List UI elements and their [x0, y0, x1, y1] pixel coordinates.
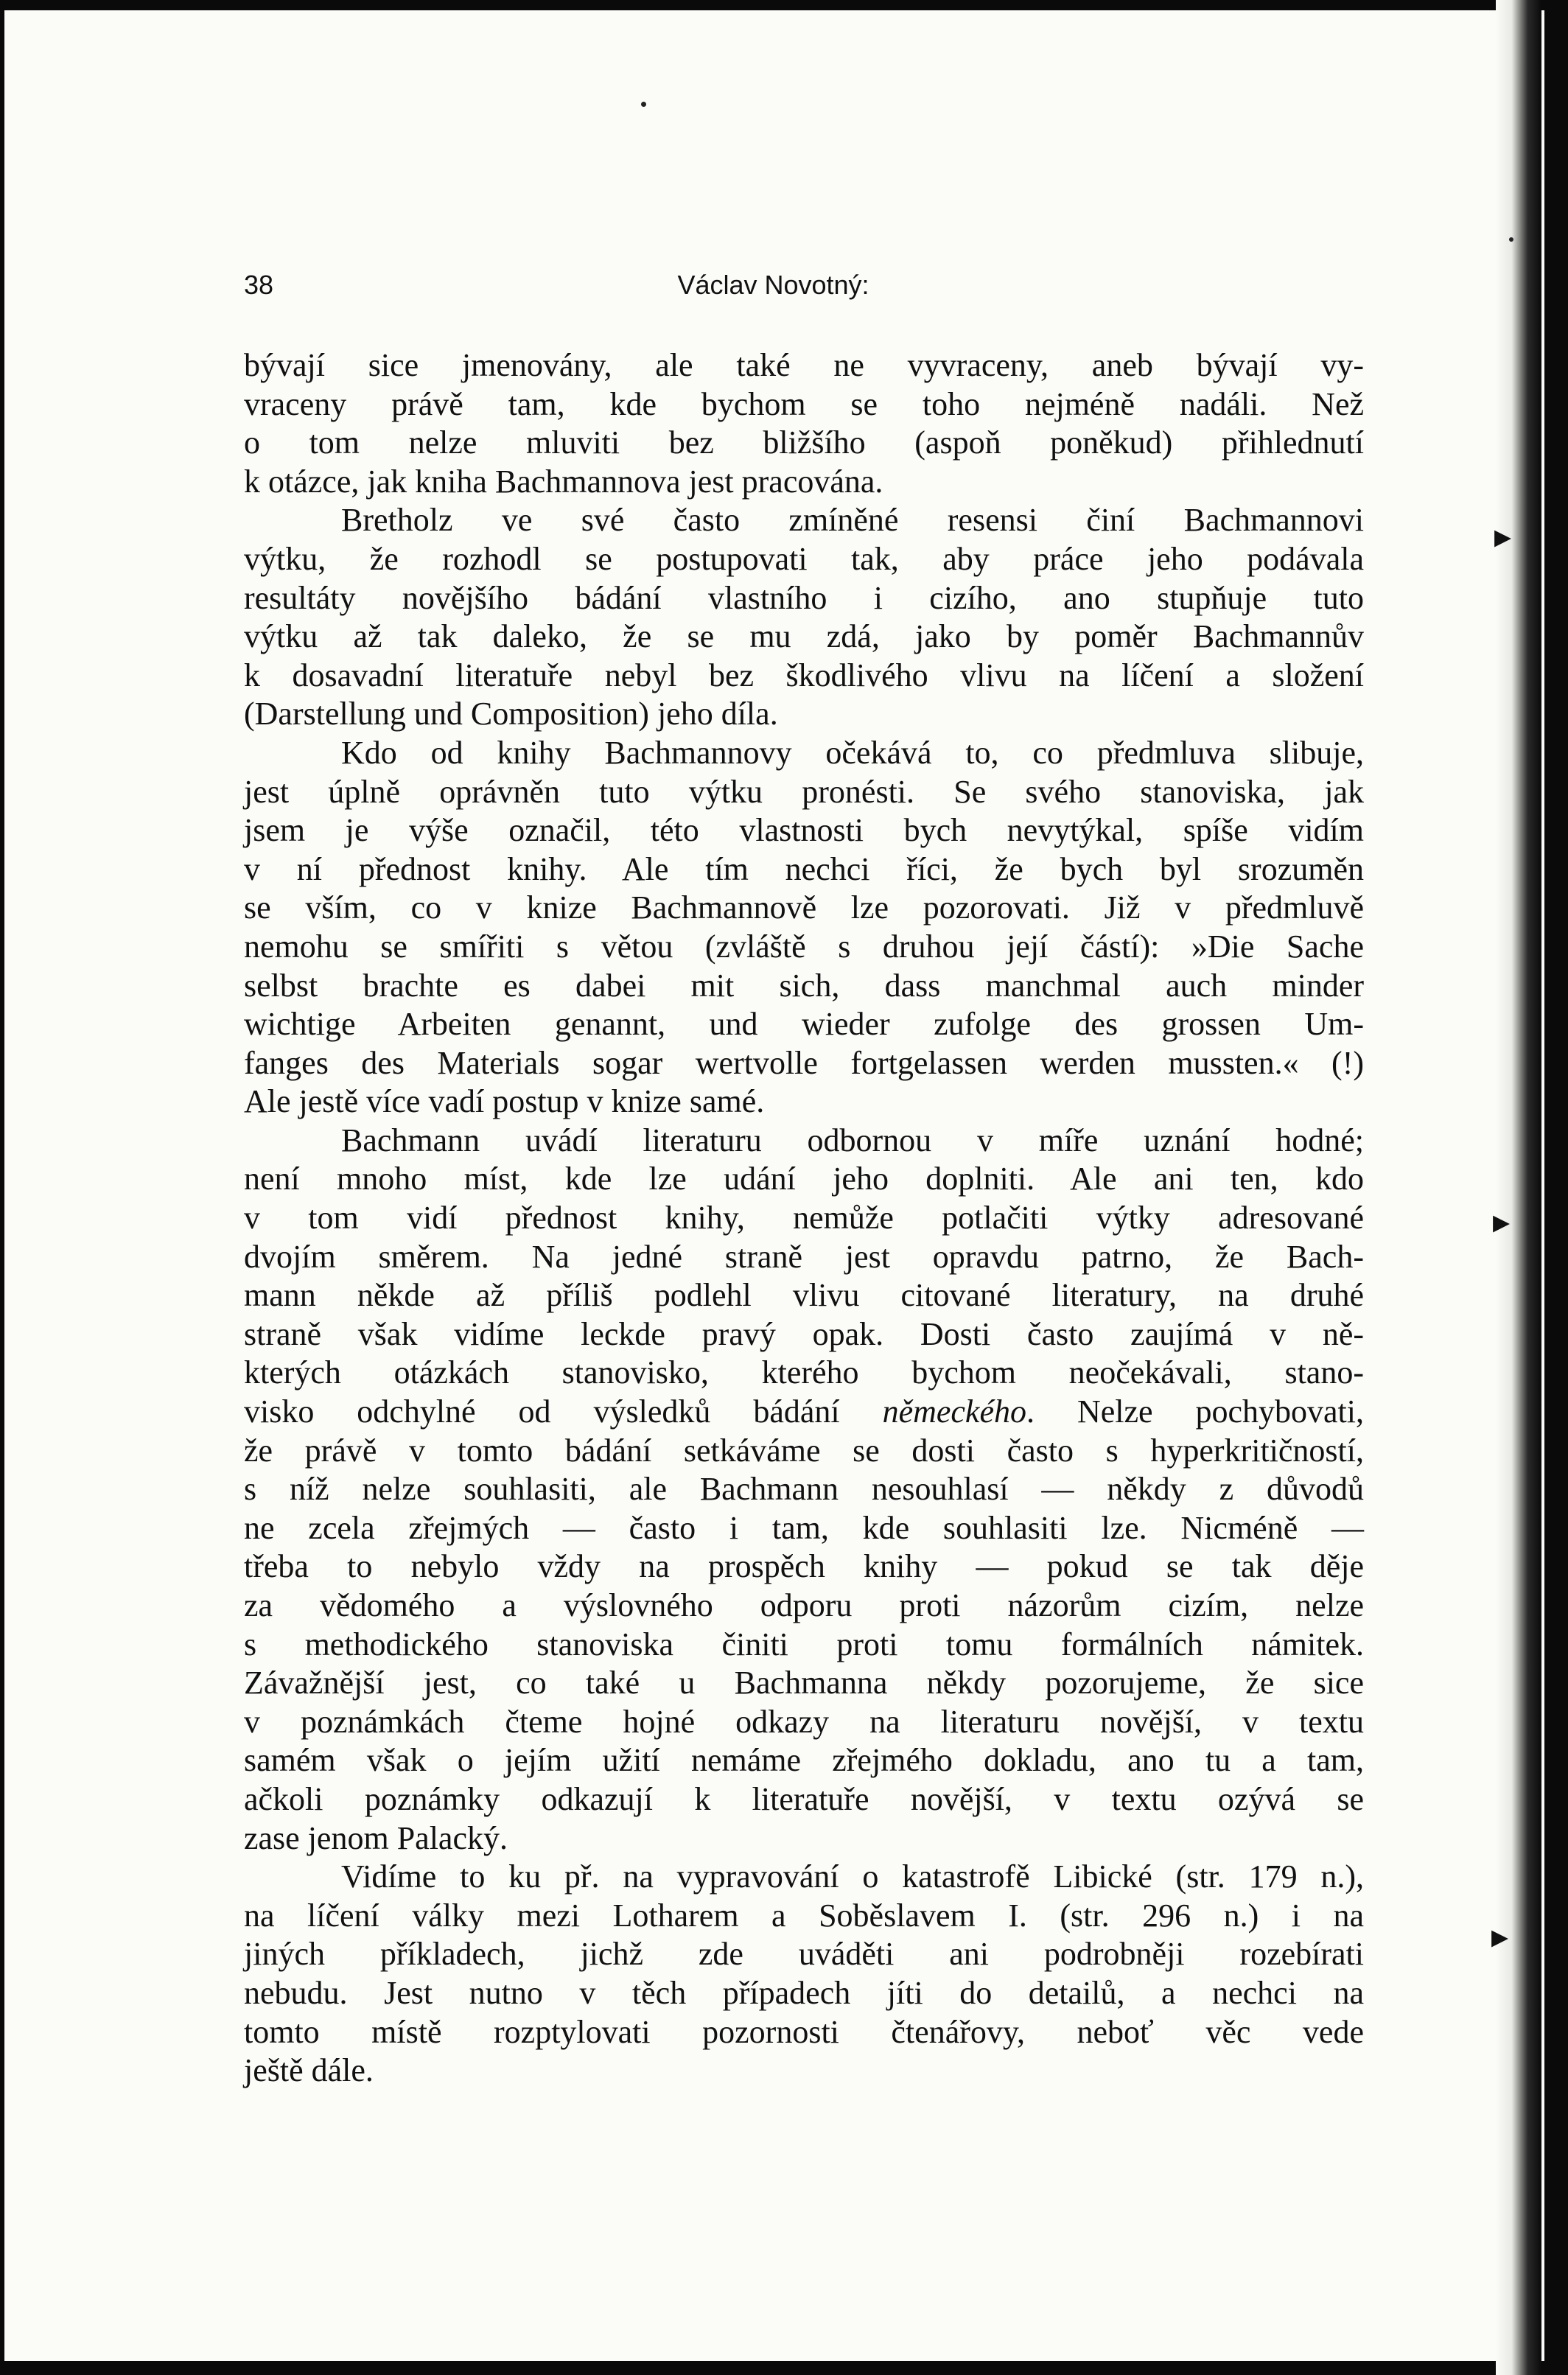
text-line: Kdo od knihy Bachmannovy očekává to, co předmluva slibuje, [341, 734, 1364, 771]
text-line: samém však o jejím užití nemáme zřejmého dokladu, ano tu a tam, [244, 1742, 1364, 1779]
text-line: mann někde až příliš podlehl vlivu citované literatury, na druhé [244, 1277, 1364, 1314]
text-line: k otázce, jak kniha Bachmannova jest pracována. [244, 463, 883, 500]
text-line: se vším, co v knize Bachmannově lze pozorovati. Již v předmluvě [244, 889, 1364, 926]
text-line: Bachmann uvádí literaturu odbornou v míře uznání hodné; [341, 1122, 1364, 1158]
page-number: 38 [244, 270, 274, 300]
text-line: jsem je výše označil, této vlastnosti bych nevytýkal, spíše vidím [244, 812, 1364, 849]
text-line: Závažnější jest, co také u Bachmanna někdy pozorujeme, že sice [244, 1665, 1364, 1701]
text-line: vraceny právě tam, kde bychom se toho nejméně nadáli. Než [244, 385, 1364, 422]
running-title: Václav Novotný: [677, 270, 869, 300]
text-line: wichtige Arbeiten genannt, und wieder zufolge des grossen Um- [244, 1006, 1364, 1043]
text-line: resultáty novějšího bádání vlastního i cizího, ano stupňuje tuto [244, 579, 1364, 616]
text-line: nemohu se smířiti s větou (zvláště s druhou její částí): »Die Sache [244, 928, 1364, 965]
page-scan [4, 10, 1544, 2361]
text-line: jest úplně oprávněn tuto výtku pronésti. Se svého stanoviska, jak [244, 773, 1364, 810]
text-line: bývají sice jmenovány, ale také ne vyvraceny, aneb bývají vy- [244, 347, 1364, 383]
text-line: výtku, že rozhodl se postupovati tak, aby práce jeho podávala [244, 540, 1364, 577]
text-line: fanges des Materials sogar wertvolle fortgelassen werden mussten.« (!) [244, 1044, 1364, 1081]
text-line: straně však vidíme leckde pravý opak. Dosti často zaujímá v ně- [244, 1315, 1364, 1352]
text-line: za vědomého a výslovného odporu proti názorům cizím, nelze [244, 1587, 1364, 1623]
margin-mark: ▸ [1493, 1201, 1511, 1241]
text-line: v tom vidí přednost knihy, nemůže potlačiti výtky adresované [244, 1200, 1364, 1237]
book-spine-shadow [1496, 0, 1541, 2375]
text-line: visko odchylné od výsledků bádání německého. Nelze pochybovati, [244, 1393, 1364, 1430]
text-line: (Darstellung und Composition) jeho díla. [244, 696, 778, 732]
text-line: tomto místě rozptylovati pozornosti čtenářovy, neboť věc vede [244, 2013, 1364, 2050]
margin-mark: ▸ [1494, 516, 1512, 556]
body-text [244, 346, 1364, 2091]
text-line: Bretholz ve své často zmíněné resensi činí Bachmannovi [341, 502, 1364, 539]
text-line: zase jenom Palacký. [244, 1819, 508, 1856]
text-line: kterých otázkách stanovisko, kterého bychom neočekávali, stano- [244, 1354, 1364, 1391]
text-line: že právě v tomto bádání setkáváme se dosti často s hyperkritičností, [244, 1432, 1364, 1469]
text-line: není mnoho míst, kde lze udání jeho doplniti. Ale ani ten, kdo [244, 1161, 1364, 1197]
text-line: výtku až tak daleko, že se mu zdá, jako by poměr Bachmannův [244, 618, 1364, 655]
text-line: v poznámkách čteme hojné odkazy na literaturu novější, v textu [244, 1703, 1364, 1740]
text-line: selbst brachte es dabei mit sich, dass manchmal auch minder [244, 967, 1364, 1004]
text-line: třeba to nebylo vždy na prospěch knihy — pokud se tak děje [244, 1548, 1364, 1585]
text-line: dvojím směrem. Na jedné straně jest opravdu patrno, že Bach- [244, 1238, 1364, 1275]
text-line: ne zcela zřejmých — často i tam, kde souhlasiti lze. Nicméně — [244, 1509, 1364, 1546]
text-line: v ní přednost knihy. Ale tím nechci říci, že bych byl srozuměn [244, 850, 1364, 887]
speck [1509, 237, 1513, 242]
text-line: ještě dále. [244, 2052, 374, 2089]
text-line: ačkoli poznámky odkazují k literatuře novější, v textu ozývá se [244, 1780, 1364, 1817]
text-line: s methodického stanoviska činiti proti tomu formálních námitek. [244, 1626, 1364, 1662]
text-line: k dosavadní literatuře nebyl bez škodlivého vlivu na líčení a složení [244, 657, 1364, 693]
text-line: na líčení války mezi Lotharem a Soběslavem I. (str. 296 n.) i na [244, 1897, 1364, 1934]
speck [641, 102, 646, 107]
text-line: Ale jestě více vadí postup v knize samé. [244, 1083, 765, 1120]
margin-mark: ▸ [1491, 1916, 1509, 1956]
text-line: jiných příkladech, jichž zde uváděti ani podrobněji rozebírati [244, 1936, 1364, 1973]
text-line: Vidíme to ku př. na vypravování o katastrofě Libické (str. 179 n.), [341, 1858, 1364, 1895]
running-header [244, 270, 1303, 314]
text-line: o tom nelze mluviti bez bližšího (aspoň poněkud) přihlednutí [244, 424, 1364, 461]
text-line: nebudu. Jest nutno v těch případech jíti do detailů, a nechci na [244, 1974, 1364, 2011]
text-line: s níž nelze souhlasiti, ale Bachmann nesouhlasí — někdy z důvodů [244, 1471, 1364, 1508]
